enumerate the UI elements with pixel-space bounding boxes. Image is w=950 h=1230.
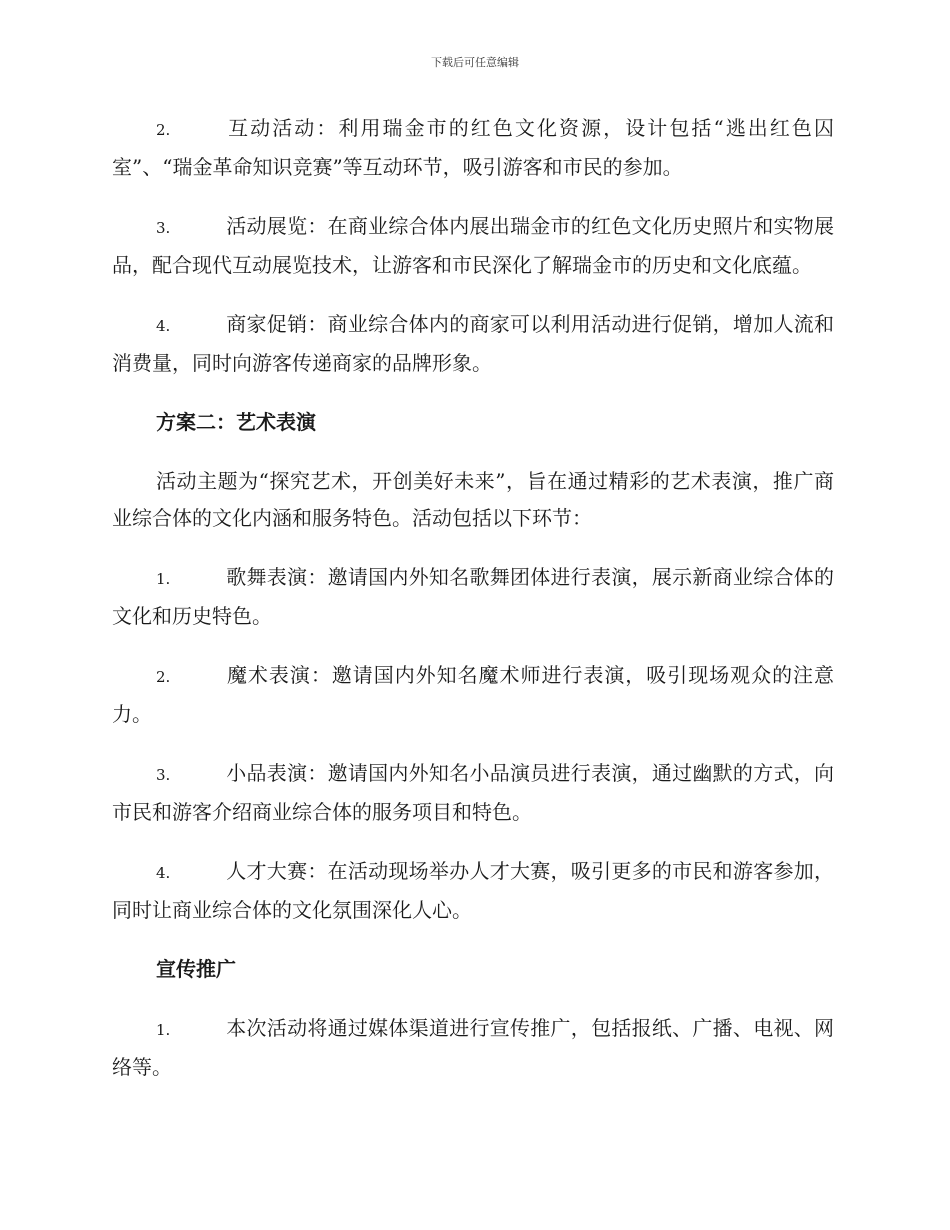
- item-text: 活动展览：在商业综合体内展出瑞金市的红色文化历史照片和实物展品，配合现代互动展览技术，让游客和市民深化了解瑞金市的历史和文化底蕴。: [112, 214, 834, 277]
- item-text: 小品表演：邀请国内外知名小品演员进行表演，通过幽默的方式，向市民和游客介绍商业综合体的服务项目和特色。: [112, 761, 834, 824]
- list-item: [112, 755, 834, 831]
- item-text: 人才大赛：在活动现场举办人才大赛，吸引更多的市民和游客参加，同时让商业综合体的文化氛围深化人心。: [112, 859, 834, 922]
- section-heading-promo: 宣传推广: [156, 957, 236, 981]
- item-number: 2.: [156, 121, 171, 139]
- list-item: [112, 853, 834, 929]
- list-item: [112, 306, 834, 382]
- item-number: 3.: [156, 766, 171, 784]
- list-item: [112, 110, 834, 186]
- page-header: 下载后可任意编辑: [431, 56, 519, 69]
- list-item: [112, 559, 834, 635]
- item-number: 4.: [156, 317, 171, 335]
- item-text: 商家促销：商业综合体内的商家可以利用活动进行促销，增加人流和消费量，同时向游客传递商家的品牌形象。: [112, 312, 834, 375]
- item-number: 4.: [156, 864, 171, 882]
- item-text: 互动活动：利用瑞金市的红色文化资源，设计包括“逃出红色囚室”、“瑞金革命知识竞赛”等互动环节，吸引游客和市民的参加。: [112, 116, 834, 179]
- item-number: 2.: [156, 668, 171, 686]
- plan2-intro: 活动主题为“探究艺术，开创美好未来”，旨在通过精彩的艺术表演，推广商业综合体的文化内涵和服务特色。活动包括以下环节：: [112, 469, 834, 530]
- item-number: 3.: [156, 219, 171, 237]
- item-text: 魔术表演：邀请国内外知名魔术师进行表演，吸引现场观众的注意力。: [112, 663, 834, 726]
- item-text: 本次活动将通过媒体渠道进行宣传推广，包括报纸、广播、电视、网络等。: [112, 1016, 834, 1079]
- list-item: [112, 208, 834, 284]
- list-item: [112, 1010, 834, 1086]
- item-number: 1.: [156, 570, 171, 588]
- document-body: [112, 110, 834, 1108]
- item-number: 1.: [156, 1021, 171, 1039]
- section-heading-plan2: 方案二：艺术表演: [156, 410, 316, 434]
- list-item: [112, 657, 834, 733]
- item-text: 歌舞表演：邀请国内外知名歌舞团体进行表演，展示新商业综合体的文化和历史特色。: [112, 565, 834, 628]
